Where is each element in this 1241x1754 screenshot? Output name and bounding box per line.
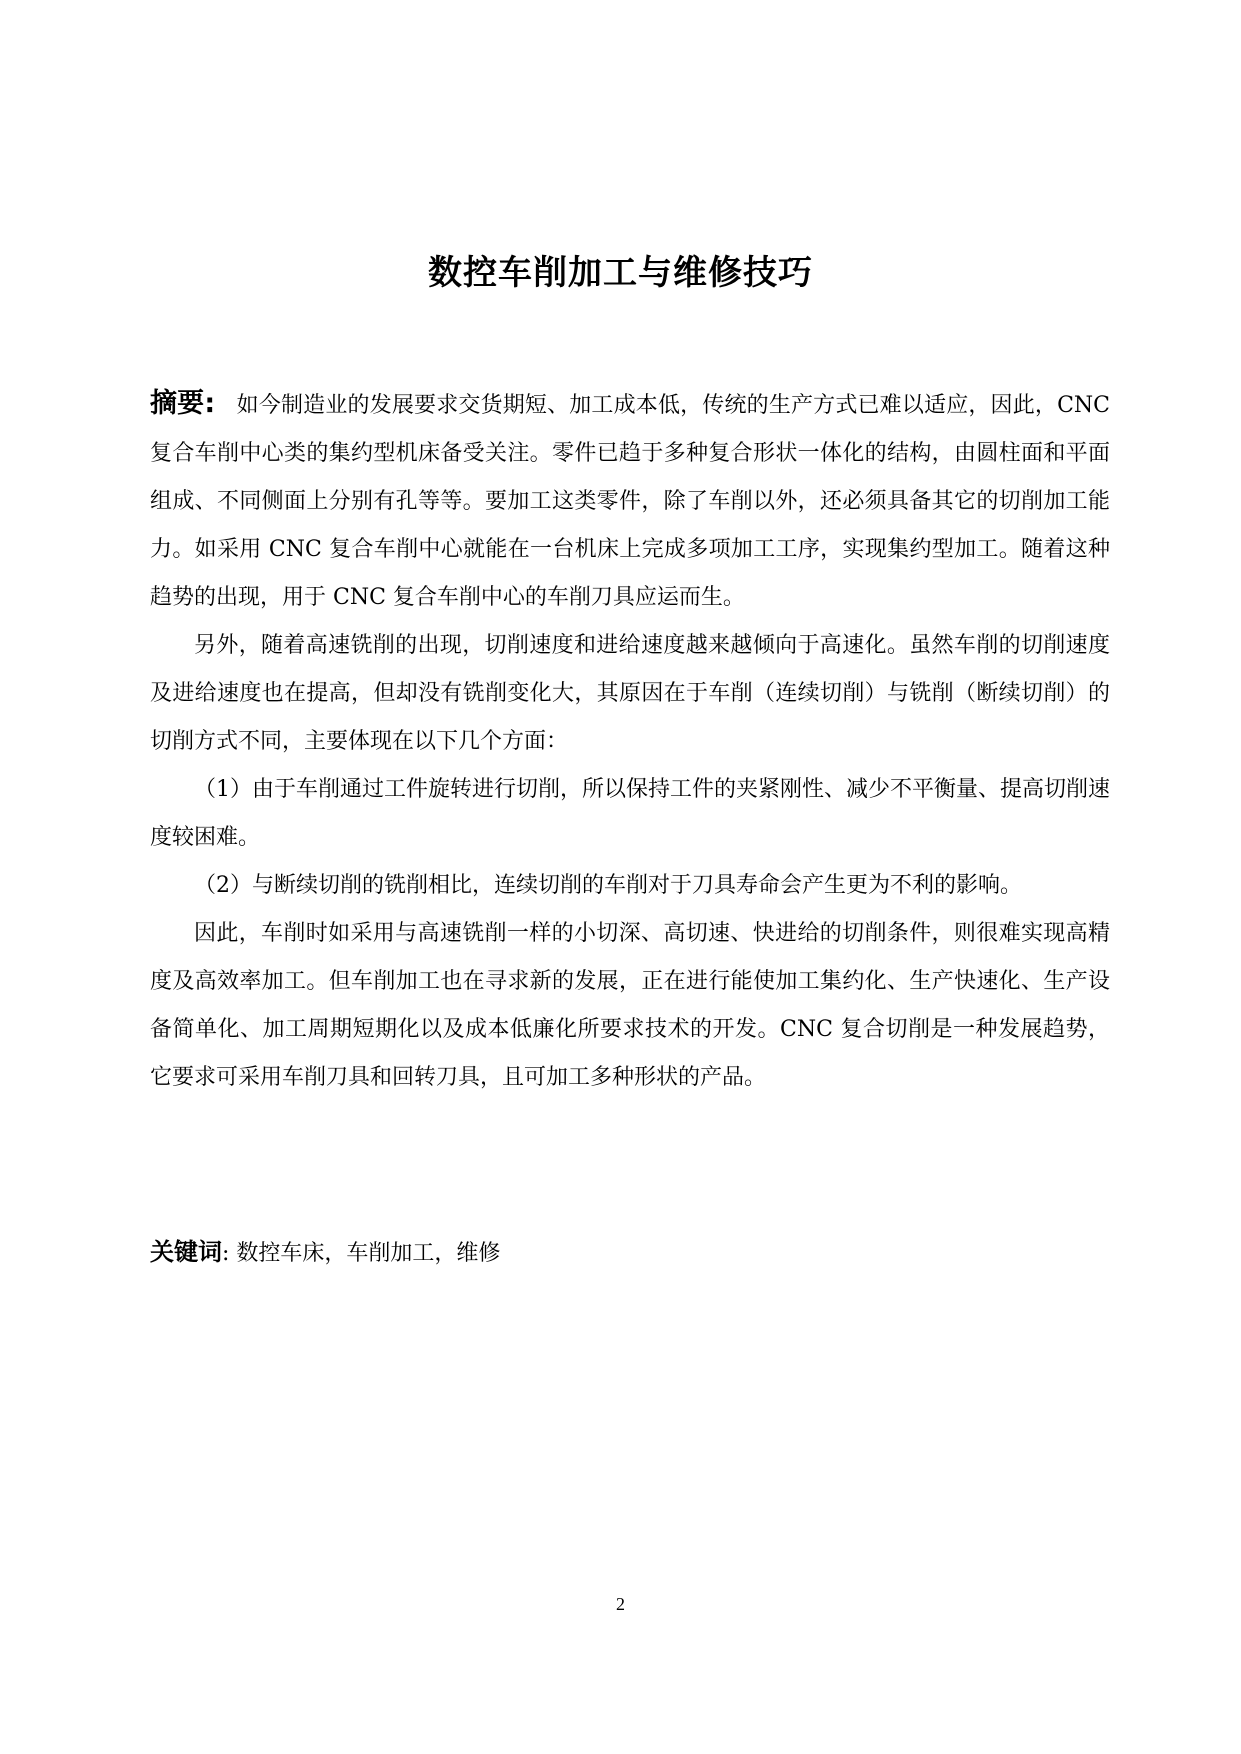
abstract-section: [150, 380, 1110, 1102]
keywords-label: 关键词: [150, 1238, 222, 1266]
abstract-label: 摘要:: [150, 388, 216, 419]
abstract-paragraph-2: 另外，随着高速铣削的出现，切削速度和进给速度越来越倾向于高速化。虽然车削的切削速度及进给速度也在提高，但却没有铣削变化大，其原因在于车削（连续切削）与铣削（断续切削）的切削方式不同，主要体现在以下几个方面：: [150, 633, 1110, 754]
page-number: 2: [616, 1594, 625, 1614]
keywords-text: 数控车床，车削加工，维修: [236, 1241, 501, 1266]
keywords-section: [150, 1228, 1110, 1278]
abstract-paragraph-1: [150, 380, 1110, 622]
abstract-paragraph-1-text: 如今制造业的发展要求交货期短、加工成本低，传统的生产方式已难以适应，因此，CNC 复合车削中心类的集约型机床备受关注。零件已趋于多种复合形状一体化的结构，由圆柱面和平面组成、不同侧面上分别有孔等等。要加工这类零件，除了车削以外，还必须具备其它的切削加工能力。如采用 CNC 复合车削中心就能在一台机床上完成多项加工工序，实现集约型加工。随着这种趋势的出现，用于 CNC 复合车削中心的车削刀具应运而生。: [150, 393, 1110, 610]
keywords-separator: :: [222, 1241, 230, 1266]
document-title: 数控车削加工与维修技巧: [428, 253, 813, 293]
abstract-list-item-1: （1）由于车削通过工件旋转进行切削，所以保持工件的夹紧刚性、减少不平衡量、提高切削速度较困难。: [150, 777, 1111, 850]
abstract-paragraph-3: 因此，车削时如采用与高速铣削一样的小切深、高切速、快进给的切削条件，则很难实现高精度及高效率加工。但车削加工也在寻求新的发展，正在进行能使加工集约化、生产快速化、生产设备简单化、加工周期短期化以及成本低廉化所要求技术的开发。CNC 复合切削是一种发展趋势，它要求可采用车削刀具和回转刀具，且可加工多种形状的产品。: [150, 921, 1110, 1090]
abstract-list-item-2: （2）与断续切削的铣削相比，连续切削的车削对于刀具寿命会产生更为不利的影响。: [194, 873, 1022, 898]
